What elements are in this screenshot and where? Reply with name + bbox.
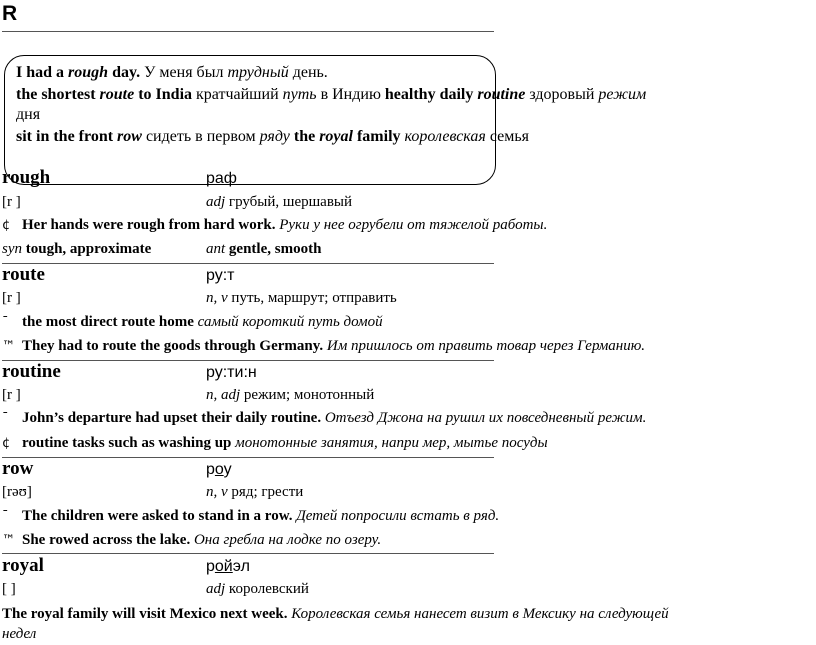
example-royal-1 [2, 606, 669, 623]
example-ru: Отъезд Джона на рушил их повседневный режим. [324, 410, 647, 426]
text-run: family [352, 128, 401, 145]
headword-routine: routine [2, 361, 61, 382]
intro-line-3 [16, 128, 529, 146]
text-run: королевская [400, 128, 486, 145]
entry-divider [2, 263, 494, 264]
text-run: I had a [16, 64, 69, 81]
headword-row: row [2, 458, 34, 479]
example-marker: ¢ [2, 436, 11, 451]
ipa-royal: [ ] [2, 581, 16, 597]
example-marker: ˉ [2, 315, 9, 330]
example-en: routine tasks such as washing up [22, 435, 232, 451]
pronunciation-route: ру:т [206, 267, 235, 284]
pos-royal: adj [206, 581, 226, 597]
text-run: день. [288, 64, 328, 81]
text-run: дня [16, 106, 41, 123]
text-run: to India [134, 86, 193, 103]
pos-rough: adj [206, 194, 226, 210]
text-run: У меня был [140, 64, 228, 81]
example-en: Her hands were rough from hard work. [22, 217, 276, 233]
pron-part: ру:ти [206, 364, 244, 381]
entry-divider [2, 457, 494, 458]
section-letter: R [2, 2, 18, 25]
pron-part: :н [243, 364, 257, 381]
example-rough-1 [2, 217, 547, 234]
example-en: The children were asked to stand in a row. [22, 508, 293, 524]
pronunciation-routine [206, 364, 257, 382]
syn-rough [2, 241, 151, 258]
meaning-text-route: путь, маршрут; отправить [227, 290, 397, 306]
intro-line-1 [16, 64, 328, 82]
text-run: the shortest [16, 86, 100, 103]
text-run: режим [598, 86, 647, 103]
meaning-row [206, 484, 303, 501]
pron-part: р [206, 558, 215, 575]
example-royal-1-cont: недел [2, 626, 37, 642]
entry-divider [2, 360, 494, 361]
example-row-1 [2, 508, 499, 525]
headword-royal: royal [2, 555, 44, 576]
text-run: row [117, 128, 142, 145]
syn-label: syn [2, 241, 22, 257]
meaning-routine [206, 387, 374, 404]
text-run: route [99, 86, 135, 103]
ipa-route: [r ] [2, 290, 21, 306]
meaning-text-routine: режим; монотонный [240, 387, 375, 403]
text-run: сидеть в первом [141, 128, 260, 145]
example-en: They had to route the goods through Germany. [22, 338, 324, 354]
header-rule [2, 31, 494, 32]
text-run: routine [477, 86, 526, 103]
example-marker: ™ [2, 339, 15, 354]
example-routine-1 [2, 410, 646, 427]
example-marker: ™ [2, 533, 15, 548]
text-run: трудный [227, 64, 289, 81]
pron-part: эл [232, 558, 250, 575]
example-route-1 [2, 314, 383, 331]
text-run: здоровый [525, 86, 599, 103]
text-run: путь [282, 86, 317, 103]
pronunciation-rough: раф [206, 170, 237, 187]
example-marker: ˉ [2, 509, 9, 524]
example-ru: Королевская семья нанесет визит в Мексику на следующей [291, 606, 669, 622]
meaning-rough [206, 194, 352, 211]
example-ru: монотонные занятия, напри мер, мытье посуды [235, 435, 548, 451]
headword-rough: rough [2, 167, 51, 188]
example-en: She rowed across the lake. [22, 532, 191, 548]
pos-row: n, v [206, 484, 228, 500]
ipa-row: [rəʊ] [2, 484, 32, 500]
ant-words: gentle, smooth [225, 241, 322, 257]
meaning-text-rough: грубый, шершавый [225, 194, 353, 210]
text-run: rough [68, 64, 109, 81]
text-run: в Индию [316, 86, 385, 103]
example-ru: Детей попросили встать в ряд. [296, 508, 500, 524]
meaning-text-royal: королевский [225, 581, 309, 597]
example-routine-2 [2, 435, 548, 452]
meaning-text-row: ряд; грести [227, 484, 304, 500]
headword-route: route [2, 264, 45, 285]
text-run: sit in the front [16, 128, 118, 145]
pronunciation-row [206, 461, 232, 479]
pron-part-stressed: о [214, 461, 224, 478]
example-row-2 [2, 532, 381, 549]
intro-line-2-cont [16, 106, 40, 124]
pron-part: р [206, 461, 215, 478]
example-ru: Она гребла на лодке по озеру. [193, 532, 382, 548]
example-en: John’s departure had upset their daily routine. [22, 410, 322, 426]
text-run: royal [319, 128, 353, 145]
pron-part: у [223, 461, 232, 478]
text-run: healthy daily [384, 86, 478, 103]
example-route-2 [2, 338, 645, 355]
example-ru: Им пришлось от править товар через Германию. [326, 338, 646, 354]
text-run: ряду [259, 128, 290, 145]
text-run: семья [485, 128, 530, 145]
syn-words: tough, approximate [22, 241, 152, 257]
meaning-royal [206, 581, 309, 598]
example-ru: самый короткий путь домой [197, 314, 383, 330]
ipa-rough: [r ] [2, 194, 21, 210]
text-run: day. [108, 64, 141, 81]
example-ru: Руки у нее огрубели от тяжелой работы. [279, 217, 548, 233]
ipa-routine: [r ] [2, 387, 21, 403]
text-run: кратчайший [192, 86, 283, 103]
meaning-route [206, 290, 397, 307]
pronunciation-royal [206, 558, 250, 576]
pron-part-stressed: ой [214, 558, 233, 575]
example-en: the most direct route home [22, 314, 194, 330]
entry-divider [2, 553, 494, 554]
pos-routine: n, adj [206, 387, 241, 403]
pos-route: n, v [206, 290, 228, 306]
ant-rough [206, 241, 321, 258]
example-marker: ¢ [2, 218, 11, 233]
example-en: The royal family will visit Mexico next week. [2, 606, 288, 622]
ant-label: ant [206, 241, 226, 257]
example-marker: ˉ [2, 411, 9, 426]
text-run: the [289, 128, 320, 145]
intro-line-2 [16, 86, 646, 104]
